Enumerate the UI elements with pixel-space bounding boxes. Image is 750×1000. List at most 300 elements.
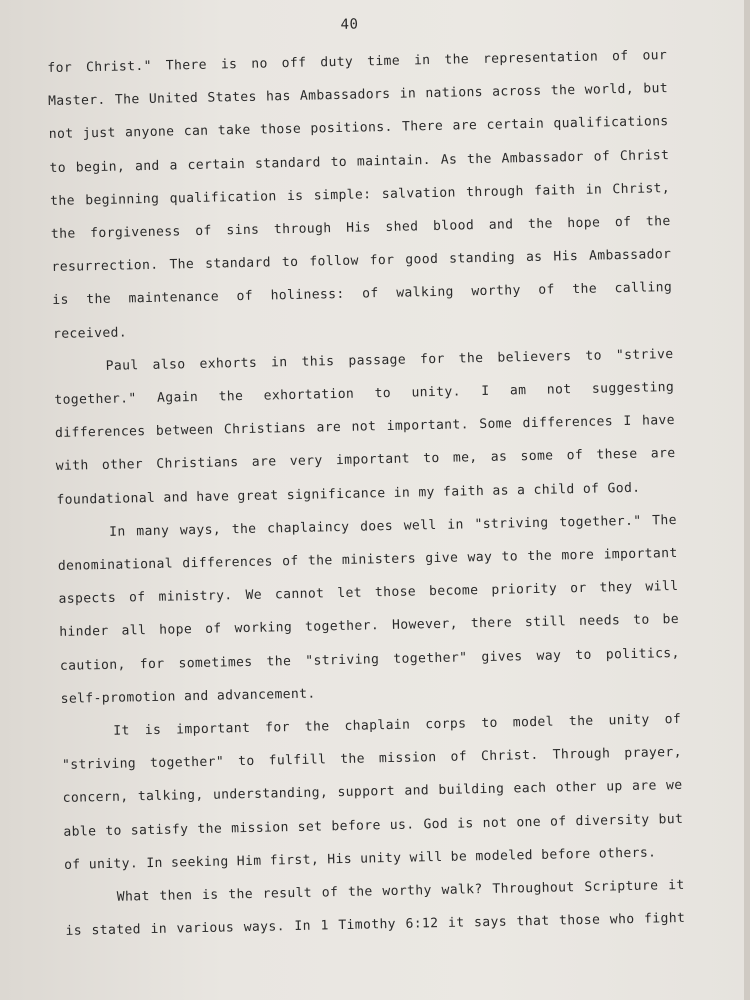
word: of <box>566 448 584 464</box>
word: qualification <box>169 189 277 207</box>
word: of <box>614 214 632 231</box>
word: hinder <box>59 624 109 641</box>
word: in <box>447 517 464 533</box>
word: to <box>423 451 440 467</box>
word: holiness: <box>270 287 345 304</box>
word: not <box>351 419 377 435</box>
word: chaplaincy <box>267 519 350 537</box>
word: between <box>155 422 214 440</box>
word: also <box>152 356 186 373</box>
word: together." <box>559 513 642 531</box>
word: of <box>549 813 567 830</box>
word: important <box>176 720 251 738</box>
word: each <box>513 781 547 797</box>
word: together." <box>54 391 137 408</box>
word: ministers <box>341 551 417 568</box>
word: calling <box>614 280 673 297</box>
word: Christ." <box>85 58 153 76</box>
word: Christians <box>156 455 239 473</box>
word: give <box>425 550 459 567</box>
word: through <box>466 183 524 201</box>
word: is <box>201 887 219 903</box>
word: the <box>340 751 366 768</box>
word: mission <box>378 750 437 767</box>
word: the <box>572 281 598 298</box>
word: together" <box>393 649 468 667</box>
word: support <box>337 784 396 801</box>
word: diversity <box>575 812 650 829</box>
word: time <box>366 53 401 70</box>
word: corps <box>425 716 467 733</box>
word: talking, <box>137 788 204 805</box>
text-line <box>60 679 680 707</box>
word: able <box>63 823 97 840</box>
word: the <box>197 821 223 837</box>
word: the <box>304 719 330 735</box>
text-line <box>64 845 684 873</box>
word: Some <box>479 416 513 433</box>
word: to <box>238 754 255 770</box>
word: it <box>667 877 685 894</box>
word: way <box>536 647 562 664</box>
word: ways, <box>179 522 222 539</box>
word: important <box>603 545 678 563</box>
word: Ambassador <box>588 247 672 264</box>
word: "striving <box>305 651 380 669</box>
word: does <box>359 518 394 535</box>
word: is <box>65 923 83 940</box>
text-line <box>52 280 672 308</box>
word: sins <box>226 222 260 239</box>
line-text: received. <box>52 325 128 342</box>
word: In <box>109 524 126 540</box>
word: just <box>82 125 116 142</box>
word: can <box>183 124 209 140</box>
text-line <box>56 446 676 474</box>
word: set <box>297 819 323 835</box>
word: positions. <box>310 120 393 137</box>
word: to <box>501 549 519 565</box>
text-line <box>54 380 674 408</box>
word: Christians <box>223 420 307 438</box>
word: will <box>645 579 679 595</box>
word: together" <box>149 754 225 772</box>
text-line <box>47 48 667 76</box>
word: for <box>369 252 395 269</box>
word: mission <box>230 819 289 836</box>
word: those <box>259 122 302 138</box>
word: our <box>642 48 668 64</box>
word: is <box>457 815 474 832</box>
text-line <box>58 546 678 574</box>
word: and <box>488 217 514 233</box>
word: that <box>516 913 550 930</box>
text-line <box>60 646 680 674</box>
word: be <box>662 612 680 628</box>
word: and <box>404 783 430 800</box>
word: begin, <box>75 159 126 176</box>
word: Scripture <box>584 878 659 895</box>
paper-edge <box>744 0 750 1000</box>
word: The <box>114 92 140 108</box>
word: What <box>116 889 150 905</box>
word: Ambassador <box>501 149 584 167</box>
word: in <box>413 53 431 69</box>
word: ways. <box>243 919 286 936</box>
word: are <box>251 454 277 471</box>
word: of <box>195 223 212 239</box>
word: walking <box>396 284 454 302</box>
word: Christ <box>619 147 670 164</box>
text-line <box>63 778 683 806</box>
word: for <box>419 351 445 368</box>
text-line <box>51 247 671 275</box>
word: anyone <box>124 124 175 141</box>
word: those <box>558 912 601 929</box>
word: in <box>399 86 417 102</box>
word: of <box>362 286 379 302</box>
word: the <box>347 884 373 900</box>
word: believers <box>497 348 572 366</box>
word: The <box>169 257 195 273</box>
word: I <box>481 383 490 400</box>
word: standard <box>254 154 321 172</box>
word: other <box>555 780 598 796</box>
word: nations <box>425 85 484 102</box>
word: the <box>645 214 671 230</box>
text-line <box>53 314 673 342</box>
word: Again <box>156 389 199 406</box>
word: faith <box>533 182 576 199</box>
word: I <box>623 414 632 430</box>
word: of <box>321 885 339 901</box>
word: hope <box>567 215 601 232</box>
word: way <box>467 549 493 566</box>
word: certain <box>486 117 545 134</box>
word: us. <box>389 817 415 833</box>
word: shed <box>385 219 419 235</box>
word: understanding, <box>212 785 329 804</box>
word: chaplain <box>344 717 411 734</box>
word: "striving <box>474 515 549 532</box>
word: Ambassadors <box>299 87 391 104</box>
word: 6:12 <box>405 916 439 932</box>
word: off <box>281 55 307 72</box>
word: across <box>492 83 542 100</box>
word: fulfill <box>268 752 327 769</box>
word: they <box>599 580 633 596</box>
word: up <box>606 779 623 795</box>
word: stated <box>91 922 142 939</box>
word: differences <box>54 424 146 442</box>
word: unity <box>608 712 650 729</box>
word: no <box>251 56 268 72</box>
word: caution, <box>59 657 126 674</box>
word: His <box>553 249 579 265</box>
text-line <box>56 480 676 508</box>
word: Christ, <box>612 180 671 198</box>
word: worthy <box>382 883 432 900</box>
word: Timothy <box>338 917 397 934</box>
word: for <box>265 720 291 736</box>
word: priority <box>491 581 558 599</box>
word: Through <box>552 746 611 763</box>
word: important <box>335 451 411 469</box>
word: of <box>282 553 299 570</box>
word: not <box>48 126 74 143</box>
word: resurrection. <box>51 257 159 276</box>
word: duty <box>320 54 354 71</box>
word: to <box>374 385 392 402</box>
word: those <box>374 584 417 601</box>
word: through <box>273 221 332 238</box>
word: United <box>148 91 199 108</box>
word: gives <box>481 648 523 665</box>
word: good <box>405 252 439 268</box>
text-line <box>61 712 681 740</box>
word: denominational <box>57 556 174 574</box>
page-number: 40 <box>340 16 359 33</box>
word: exhorts <box>199 355 258 372</box>
word: simple: <box>313 187 372 204</box>
word: other <box>101 457 144 474</box>
word: to <box>575 647 592 663</box>
word: His <box>345 220 371 236</box>
text-line <box>58 579 678 607</box>
word: the <box>568 713 594 730</box>
word: hope <box>159 622 193 639</box>
word: to <box>330 154 348 170</box>
word: the <box>466 151 492 167</box>
word: cannot <box>274 586 325 603</box>
word: me, <box>452 450 478 467</box>
word: the <box>527 216 553 232</box>
word: to <box>481 715 498 732</box>
word: In <box>294 918 312 935</box>
word: ministry. <box>158 588 233 605</box>
word: satisfy <box>130 821 189 839</box>
word: follow <box>309 253 359 270</box>
word: before <box>331 817 381 834</box>
word: sometimes <box>178 654 253 671</box>
text-line <box>55 413 675 441</box>
word: but <box>658 811 684 827</box>
word: maintain. <box>356 152 432 170</box>
word: of <box>611 48 629 65</box>
word: the <box>218 388 244 405</box>
word: am <box>509 383 527 399</box>
word: representation <box>482 49 599 67</box>
word: differences <box>182 554 274 572</box>
word: with <box>55 458 89 475</box>
word: is <box>286 188 304 204</box>
word: differences <box>522 414 614 432</box>
word: God <box>423 816 449 832</box>
word: are <box>631 778 657 795</box>
word: 1 <box>320 918 329 934</box>
word: let <box>337 585 363 602</box>
word: building <box>438 782 505 799</box>
word: the <box>444 52 470 68</box>
word: the <box>50 193 76 209</box>
word: the <box>50 226 76 242</box>
word: We <box>245 587 263 604</box>
word: it <box>447 915 465 932</box>
word: this <box>301 353 335 370</box>
word: some <box>520 448 554 465</box>
word: to <box>105 823 122 839</box>
word: As <box>440 152 458 168</box>
word: is <box>144 722 162 739</box>
word: to <box>633 612 650 629</box>
word: walk? <box>441 882 483 898</box>
word: still <box>524 614 567 631</box>
line-text: self-promotion and advancement. <box>60 686 316 707</box>
word: there <box>470 615 513 632</box>
word: important. <box>386 417 470 435</box>
word: "striving <box>61 756 137 774</box>
word: However, <box>391 616 459 634</box>
word: forgiveness <box>90 224 181 242</box>
word: States <box>207 89 257 106</box>
word: standing <box>449 250 516 267</box>
word: as <box>525 249 543 266</box>
word: of <box>204 621 222 638</box>
word: salvation <box>381 185 456 202</box>
word: or <box>570 581 587 597</box>
word: many <box>136 523 170 540</box>
word: the <box>550 83 576 99</box>
word: for <box>47 60 73 77</box>
word: blood <box>432 218 475 234</box>
word: suggesting <box>591 379 675 397</box>
word: the <box>231 521 257 538</box>
word: of <box>450 749 468 765</box>
text-line <box>63 811 683 839</box>
word: needs <box>578 613 621 630</box>
text-line <box>65 911 685 939</box>
word: worthy <box>471 283 521 300</box>
word: Christ. <box>480 748 539 765</box>
word: unity. <box>411 384 462 401</box>
word: the <box>228 886 254 903</box>
word: The <box>652 512 678 529</box>
word: working <box>234 620 293 637</box>
text-line <box>57 513 677 541</box>
word: these <box>596 447 638 463</box>
word: says <box>473 914 508 931</box>
word: the <box>86 292 112 308</box>
word: to <box>49 160 67 176</box>
word: world, <box>584 81 635 98</box>
word: the <box>307 553 333 569</box>
word: as <box>490 449 508 466</box>
text-line <box>49 114 669 142</box>
word: of <box>538 282 555 299</box>
word: a <box>169 157 178 174</box>
word: exhortation <box>263 386 355 404</box>
word: aspects <box>58 590 117 608</box>
word: for <box>139 656 165 672</box>
word: are <box>650 446 676 462</box>
line-text: of unity. In seeking Him first, His unity will be modeled before others. <box>63 845 657 873</box>
word: are <box>452 118 478 134</box>
word: take <box>217 123 251 139</box>
word: standard <box>205 255 272 272</box>
word: various <box>176 920 235 937</box>
word: the <box>266 653 292 670</box>
word: to <box>585 348 603 364</box>
word: to <box>281 254 299 271</box>
word: together. <box>304 618 380 636</box>
word: and <box>134 158 160 174</box>
word: more <box>561 547 595 564</box>
word: of <box>664 711 682 728</box>
word: result <box>262 885 313 902</box>
word: model <box>512 714 555 731</box>
word: all <box>121 623 147 639</box>
word: not <box>482 815 508 831</box>
text-line <box>48 81 668 109</box>
line-text: foundational and have great significance in my faith as a child of God. <box>56 480 641 508</box>
word: is <box>220 57 238 73</box>
word: very <box>289 453 323 470</box>
word: passage <box>348 352 407 369</box>
text-line <box>54 347 674 375</box>
word: but <box>643 81 669 97</box>
word: then <box>159 888 193 904</box>
word: have <box>641 413 676 429</box>
text-line <box>62 745 682 773</box>
word: of <box>128 590 146 606</box>
text-line <box>49 148 669 176</box>
word: well <box>403 517 437 534</box>
text-line <box>50 181 670 209</box>
word: maintenance <box>128 289 220 307</box>
word: There <box>401 119 444 135</box>
word: has <box>265 89 291 105</box>
word: beginning <box>85 191 160 209</box>
word: one <box>516 814 542 830</box>
word: Paul <box>105 357 139 374</box>
word: concern, <box>62 789 129 807</box>
word: "strive <box>615 346 674 363</box>
word: in <box>585 182 603 198</box>
word: fight <box>643 911 686 927</box>
word: Master. <box>47 92 106 110</box>
word: are <box>316 420 342 436</box>
word: of <box>236 289 254 305</box>
word: we <box>665 778 683 794</box>
word: who <box>609 912 635 928</box>
word: not <box>546 382 572 398</box>
word: Throughout <box>492 880 575 897</box>
word: in <box>270 354 288 371</box>
word: in <box>150 921 168 938</box>
word: politics, <box>605 645 680 663</box>
word: the <box>458 350 484 367</box>
word: of <box>593 148 611 165</box>
word: There <box>165 57 208 74</box>
word: It <box>113 723 130 739</box>
text-line <box>51 214 671 242</box>
word: the <box>527 548 553 565</box>
word: qualifications <box>553 114 669 132</box>
text-line <box>65 878 685 906</box>
word: is <box>52 293 69 309</box>
text-line <box>59 612 679 640</box>
word: become <box>428 583 479 600</box>
